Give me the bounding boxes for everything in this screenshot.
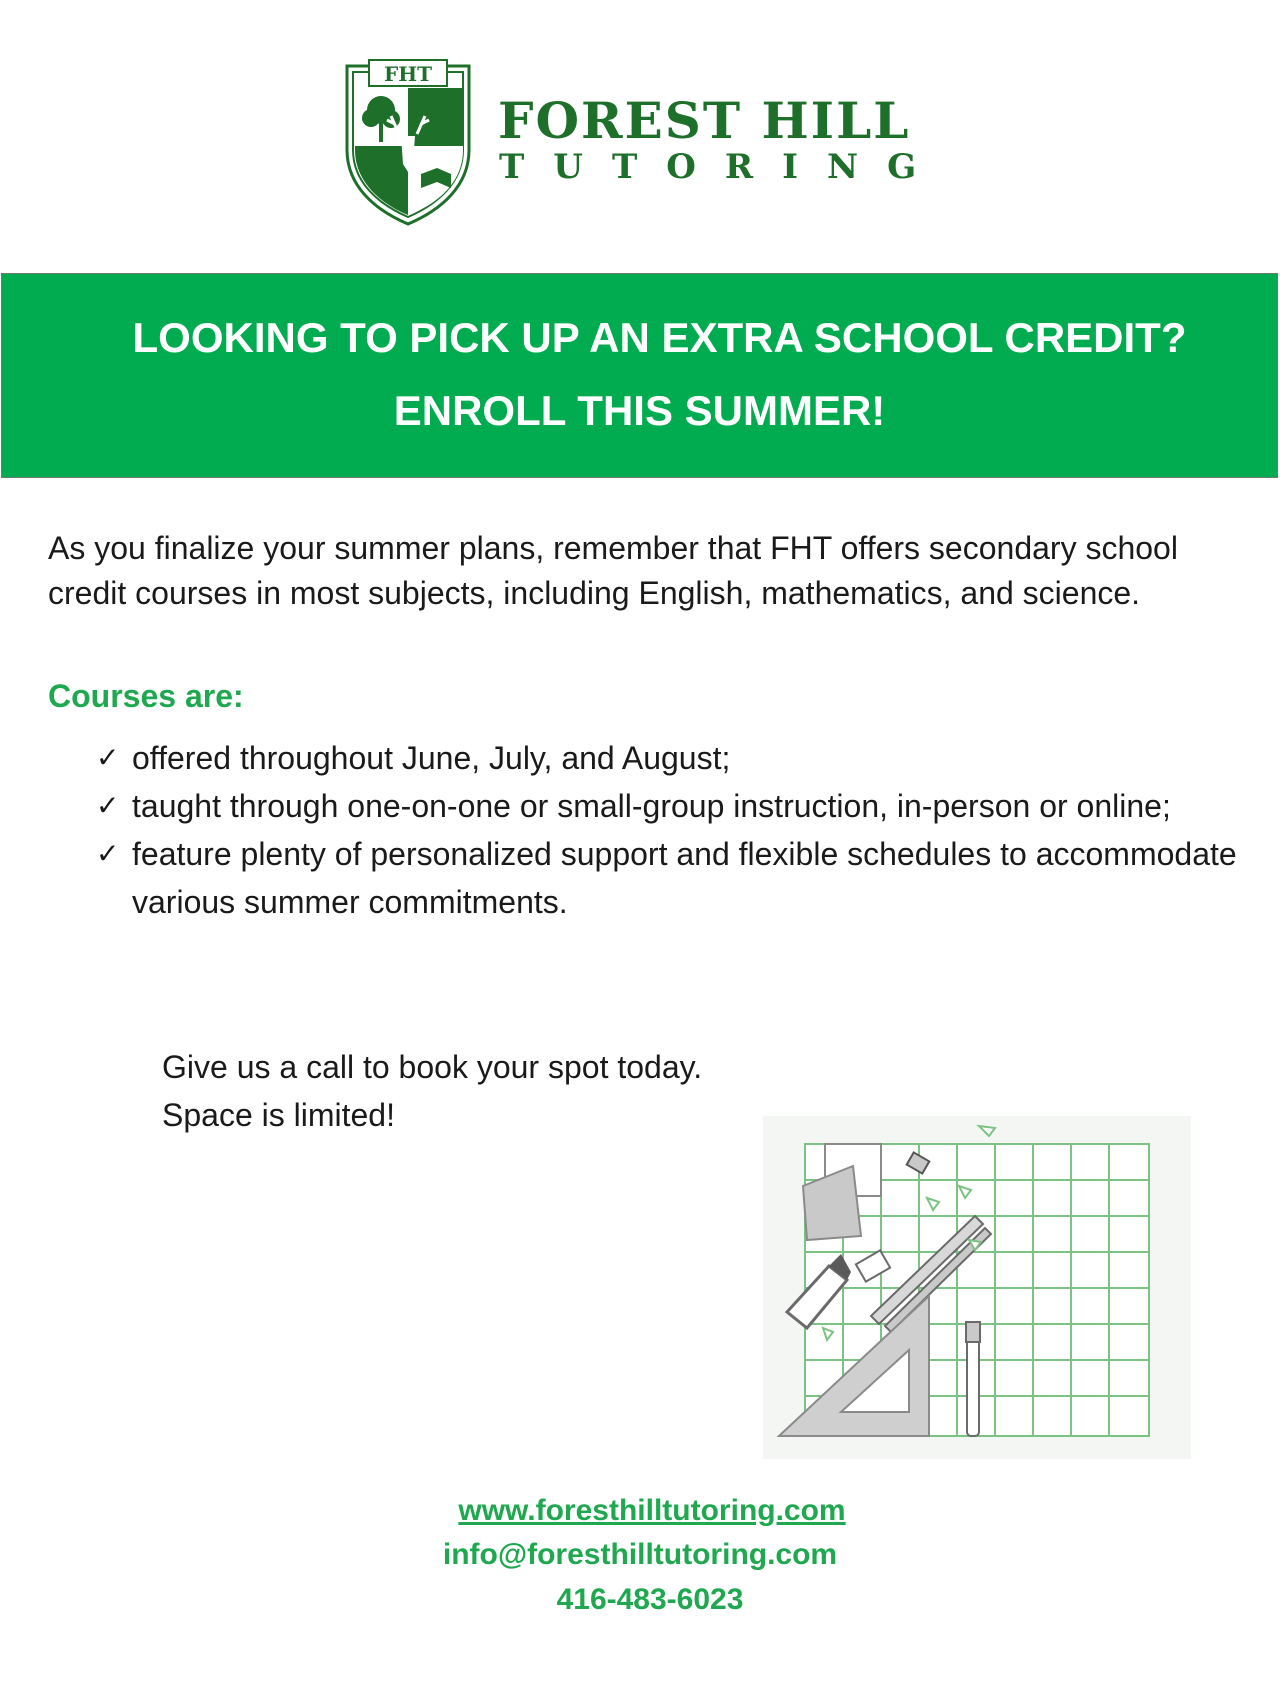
list-item-text: offered throughout June, July, and August; — [132, 740, 731, 776]
check-icon: ✓ — [96, 837, 120, 870]
course-features-list — [96, 734, 1246, 926]
list-item — [96, 782, 1246, 830]
intro-paragraph: As you finalize your summer plans, remember that FHT offers secondary school credit courses in most subjects, including English, mathematics, and science. — [48, 530, 1178, 611]
list-item — [96, 734, 1246, 782]
banner-line-2: ENROLL THIS SUMMER! — [393, 387, 886, 434]
website-link[interactable]: www.foresthilltutoring.com — [458, 1494, 846, 1527]
brand-name: FOREST HILL — [498, 91, 911, 150]
logo — [341, 58, 946, 228]
pen-icon — [966, 1322, 980, 1436]
list-item-text: taught through one-on-one or small-group instruction, in-person or online; — [132, 788, 1171, 824]
cta-line-1: Give us a call to book your spot today. — [162, 1049, 703, 1085]
banner-line-1: LOOKING TO PICK UP AN EXTRA SCHOOL CREDIT? — [132, 314, 1187, 361]
list-item-text: feature plenty of personalized support and flexible schedules to accommodate various summer commitments. — [132, 836, 1237, 920]
call-to-action — [162, 1043, 702, 1139]
crest-text: FHT — [384, 62, 432, 86]
check-icon: ✓ — [96, 789, 120, 822]
stationery-illustration — [763, 1116, 1191, 1459]
cta-line-2: Space is limited! — [162, 1097, 395, 1133]
headline-banner — [1, 273, 1278, 478]
check-icon: ✓ — [96, 741, 120, 774]
courses-heading: Courses are: — [48, 678, 244, 714]
email-link[interactable]: info@foresthilltutoring.com — [442, 1538, 838, 1571]
list-item — [96, 830, 1246, 926]
phone-number[interactable]: 416-483-6023 — [556, 1583, 744, 1616]
brand-subtitle: TUTORING — [499, 147, 946, 187]
